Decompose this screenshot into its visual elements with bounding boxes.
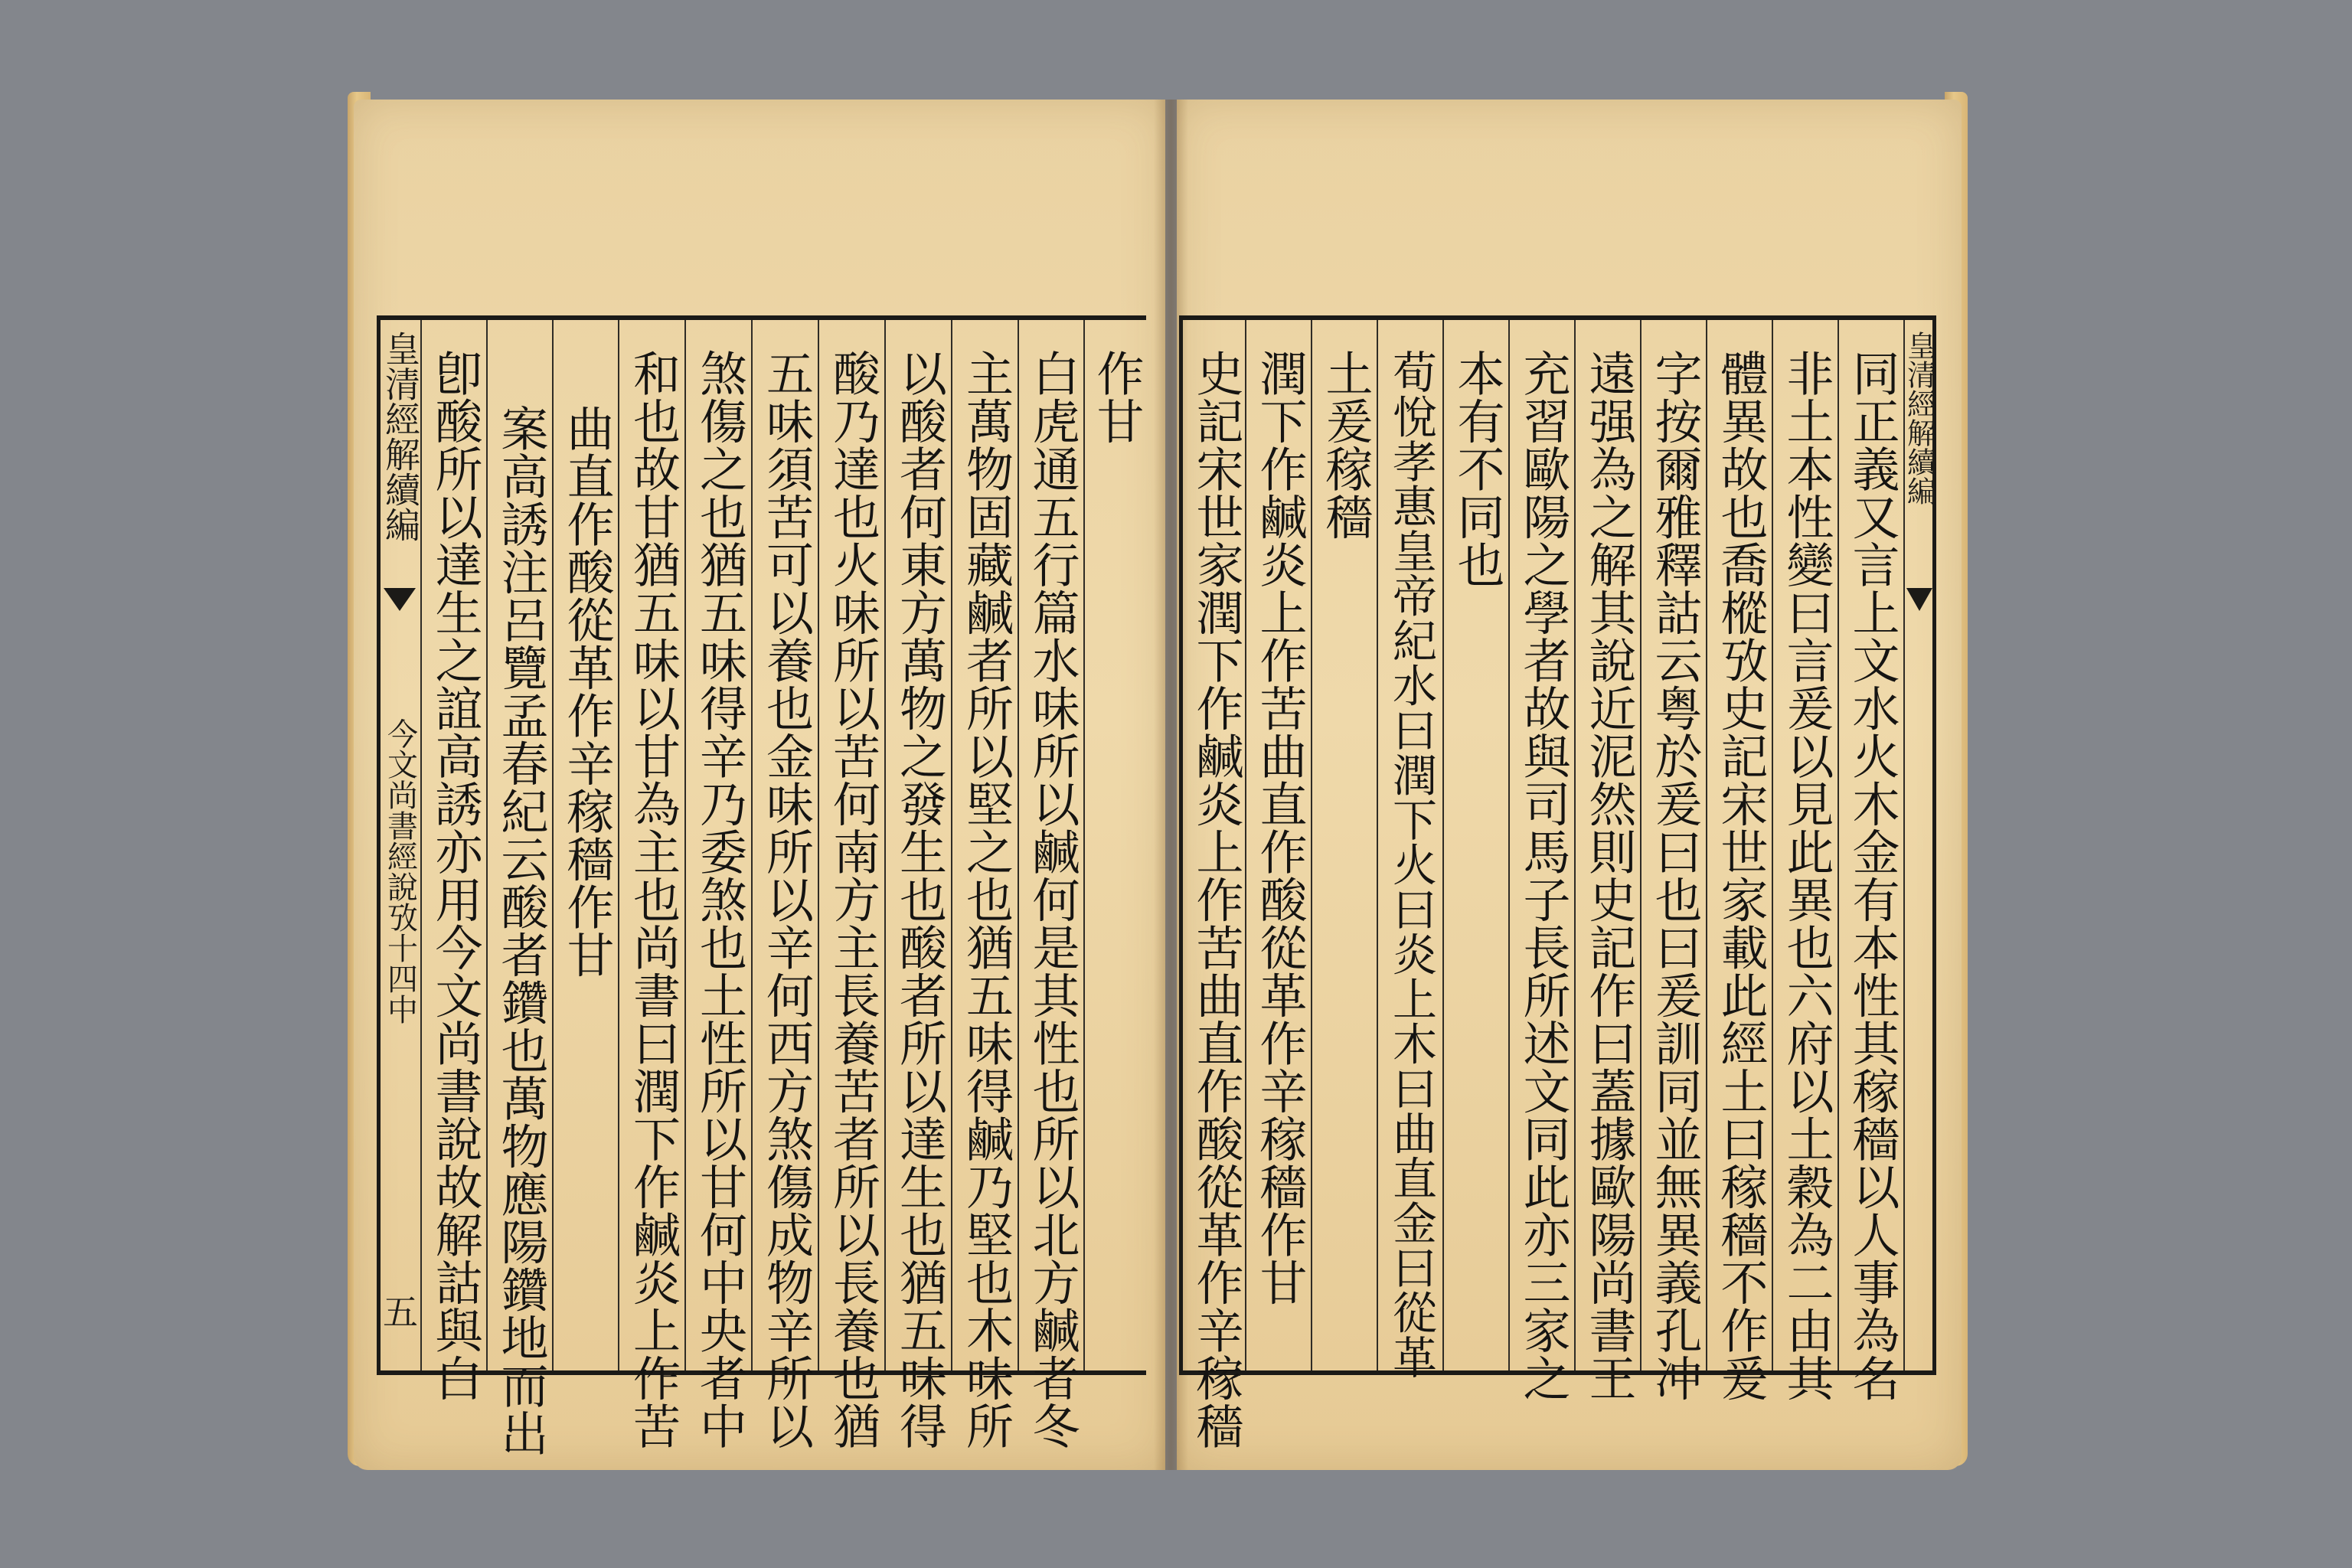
right-running-title: 皇清經解續編 (1902, 331, 1936, 505)
right-page-frame (1179, 315, 1936, 1450)
left-column-text-7: 煞傷之也猶五味得辛乃委煞也土性所以甘何中央者中 (691, 349, 748, 1450)
fish-tail-mark-icon-right (1906, 588, 1932, 611)
right-column-3 (1706, 320, 1773, 1402)
right-column-4 (1640, 320, 1707, 1402)
right-column-1 (1838, 320, 1905, 1402)
right-column-text-11: 史記宋世家潤下作鹹炎上作苦曲直作酸從革作辛稼穡 (1188, 349, 1244, 1450)
fish-tail-mark-icon (384, 588, 416, 611)
left-column-text-11: 卽酸所以達生之誼高誘亦用今文尚書說故解詁與白 (427, 349, 483, 1402)
left-column-text-6: 五味須苦可以養也金味所以辛何西方煞傷成物辛所以 (758, 349, 815, 1450)
right-column-8 (1377, 320, 1444, 1380)
left-column-9 (552, 320, 619, 1370)
right-column-text-8: 荀悅孝惠皇帝紀水曰潤下火曰炎上木曰曲直金曰從革 (1385, 349, 1437, 1380)
open-book (354, 86, 1962, 1487)
left-running-title: 皇清經解續編 (380, 331, 421, 542)
right-column-text-4: 字按爾雅釋詁云粤於爰曰也曰爰訓同並無異義孔冲 (1647, 349, 1703, 1402)
left-column-text-4: 以酸者何東方萬物之發生也酸者所以達生也猶五味得 (891, 349, 948, 1450)
right-column-text-1: 同正義又言上文水火木金有本性其稼穡以人事為名 (1844, 349, 1900, 1402)
right-column-text-5: 遠强為之解其說近泥然則史記作曰蓋據歐陽尚書王 (1581, 349, 1637, 1402)
right-column-2 (1772, 320, 1839, 1402)
left-column-text-10: 案高誘注呂覽孟春紀云酸者鑽也萬物應陽鑽地而出 (493, 404, 549, 1457)
left-column-11 (420, 320, 488, 1402)
left-column-text-2: 白虎通五行篇水味所以鹹何是其性也所以北方鹹者冬 (1024, 349, 1080, 1450)
left-page-frame (377, 315, 1146, 1457)
right-page-center-strip (1903, 320, 1934, 1370)
right-column-7 (1442, 320, 1510, 1370)
left-column-text-5: 酸乃達也火味所以苦何南方主長養苦者所以長養也猶 (825, 349, 881, 1450)
right-column-text-10: 潤下作鹹炎上作苦曲直作酸從革作辛稼穡作甘 (1252, 349, 1308, 1306)
left-page-number: 五 (383, 1292, 418, 1333)
left-column-5 (818, 320, 886, 1450)
left-column-8 (618, 320, 686, 1450)
left-column-6 (751, 320, 819, 1450)
left-page-center-strip (381, 320, 422, 1370)
right-column-11 (1179, 320, 1249, 1450)
right-column-text-9: 土爰稼穡 (1318, 349, 1374, 541)
left-column-text-1: 作甘 (1089, 349, 1145, 445)
right-column-10 (1245, 320, 1312, 1370)
left-center-subtitle: 今文尚書經說攷十四中 (382, 718, 418, 1024)
right-column-text-2: 非土本性變曰言爰以見此異也六府以土穀為二由其 (1779, 349, 1834, 1402)
left-column-1 (1083, 320, 1148, 1370)
right-column-9 (1311, 320, 1378, 1370)
left-column-7 (684, 320, 753, 1450)
left-column-text-3: 主萬物固藏鹹者所以堅之也猶五味得鹹乃堅也木味所 (958, 349, 1014, 1450)
left-column-2 (1018, 320, 1085, 1450)
right-column-text-7: 本有不同也 (1449, 349, 1505, 589)
left-column-text-8: 和也故甘猶五味以甘為主也尚書曰潤下作鹹炎上作苦 (625, 349, 681, 1450)
right-column-text-3: 體異故也喬樅攷史記宋世家載此經土曰稼穡不作爰 (1713, 349, 1769, 1402)
left-column-10 (486, 320, 554, 1457)
left-column-4 (884, 320, 952, 1450)
right-column-6 (1508, 320, 1576, 1402)
right-column-text-6: 充習歐陽之學者故與司馬子長所述文同此亦三家之 (1515, 349, 1571, 1402)
right-column-5 (1574, 320, 1642, 1402)
left-column-3 (951, 320, 1019, 1450)
left-column-text-9: 曲直作酸從革作辛稼穡作甘 (559, 404, 615, 978)
